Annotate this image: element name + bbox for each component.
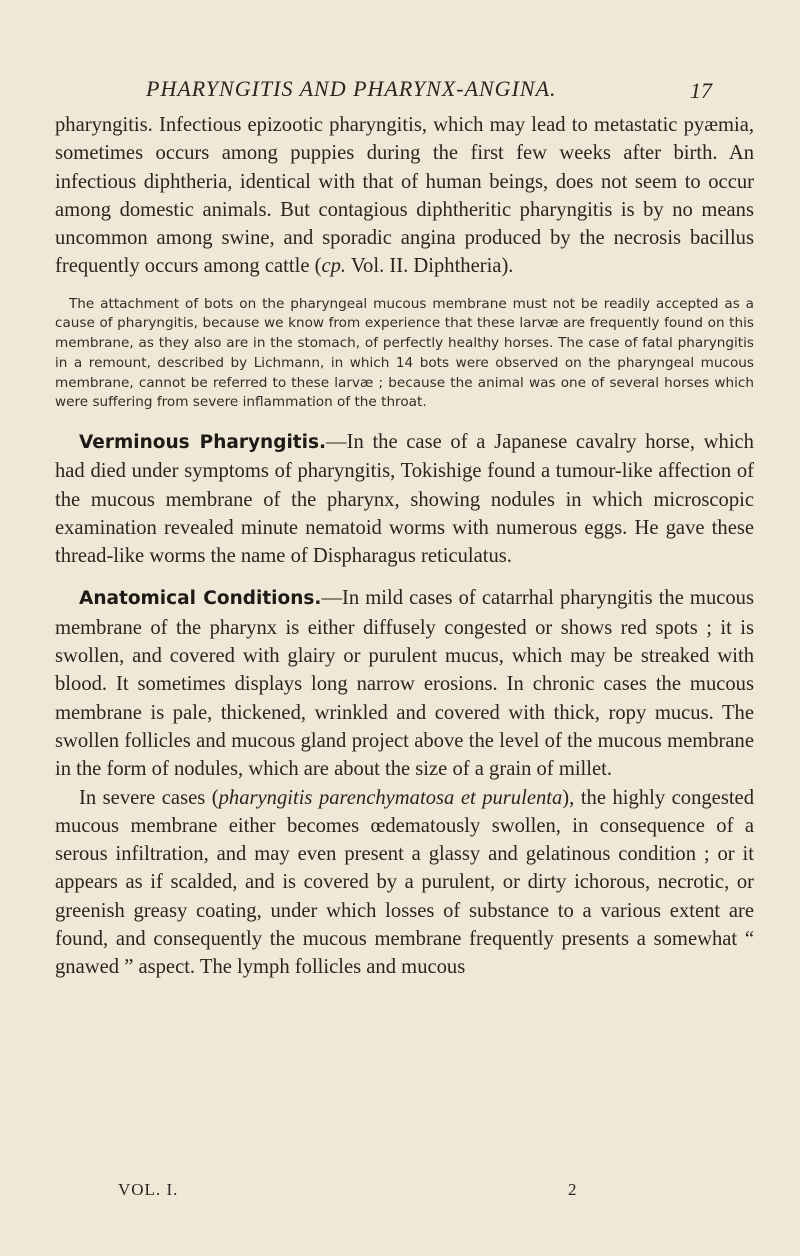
- severe-text: ), the highly congested mucous membrane either becomes œdematously swollen, in consequence of a serous infiltration, and may even present a glassy and gelatinous condition ; or it appears as if scalded, and is covered by a purulent, or dirty ichorous, necrotic, or greenish greasy coating, under which losses of substance to a various extent are found, and consequently the mucous membrane frequently presents a somewhat “ gnawed ” aspect. The lymph follicles and mucous: [55, 786, 754, 979]
- page-footer: [118, 1180, 678, 1200]
- anatomical-heading: Anatomical Conditions.: [79, 588, 322, 610]
- paragraph-intro-end: Vol. II. Diphtheria).: [346, 255, 514, 278]
- volume-label: VOL. I.: [118, 1180, 179, 1199]
- anatomical-text: —In mild cases of catarrhal pharyngitis the mucous membrane of the pharynx is either diffusely congested or shows red spots ; it is swollen, and covered with glairy or purulent mucus, which may be streaked with blood. It sometimes displays long narrow erosions. In chronic cases the mucous membrane is pale, thickened, wrinkled and covered with thick, ropy mucus. The swollen follicles and mucous gland project above the level of the mucous membrane in the form of nodules, which are about the size of a grain of millet.: [55, 587, 754, 781]
- section-gap: [55, 570, 754, 584]
- verminous-heading: Verminous Pharyngitis.: [79, 432, 327, 453]
- severe-start: In severe cases (: [79, 786, 219, 809]
- paragraph-severe: [55, 784, 754, 982]
- cp-abbreviation: cp.: [321, 255, 347, 278]
- page-number: 17: [690, 78, 712, 103]
- verminous-text: —In the case of a Japanese cavalry horse, which had died under symptoms of pharyngitis, Tokishige found a tumour-like affection of the mucous membrane of the pharynx, showing nodules in which microscopic examination revealed minute nematoid worms with numerous eggs. He gave these thread-like worms the name of Dispharagus reticulatus.: [55, 431, 754, 568]
- severe-latin-term: pharyngitis parenchymatosa et purulenta: [218, 786, 563, 809]
- signature-mark: 2: [568, 1180, 577, 1199]
- paragraph-verminous: [55, 428, 754, 570]
- running-title: PHARYNGITIS AND PHARYNX-ANGINA.: [146, 76, 557, 101]
- paragraph-intro-text: pharyngitis. Infectious epizootic pharyngitis, which may lead to metastatic pyæmia, sometimes occurs among puppies during the first few weeks after birth. An infectious diphtheria, identical with that of human beings, does not seem to occur among domestic animals. But contagious diphtheritic pharyngitis is by no means uncommon among swine, and sporadic angina produced by the necrosis bacillus frequently occurs among cattle (: [55, 114, 754, 278]
- paragraph-anatomical: [55, 584, 754, 783]
- footnote-bots: The attachment of bots on the pharyngeal mucous membrane must not be readily accepted as a cause of pharyngitis, because we know from experience that these larvæ are frequently found on this membrane, as they also are in the stomach, of perfectly healthy horses. The case of fatal pharyngitis in a remount, described by Lichmann, in which 14 bots were observed on the pharyngeal mucous membrane, cannot be referred to these larvæ ; because the animal was one of several horses which were suffering from severe inflammation of the throat.: [55, 295, 754, 411]
- paragraph-intro: [55, 111, 754, 281]
- page-body: [55, 111, 754, 982]
